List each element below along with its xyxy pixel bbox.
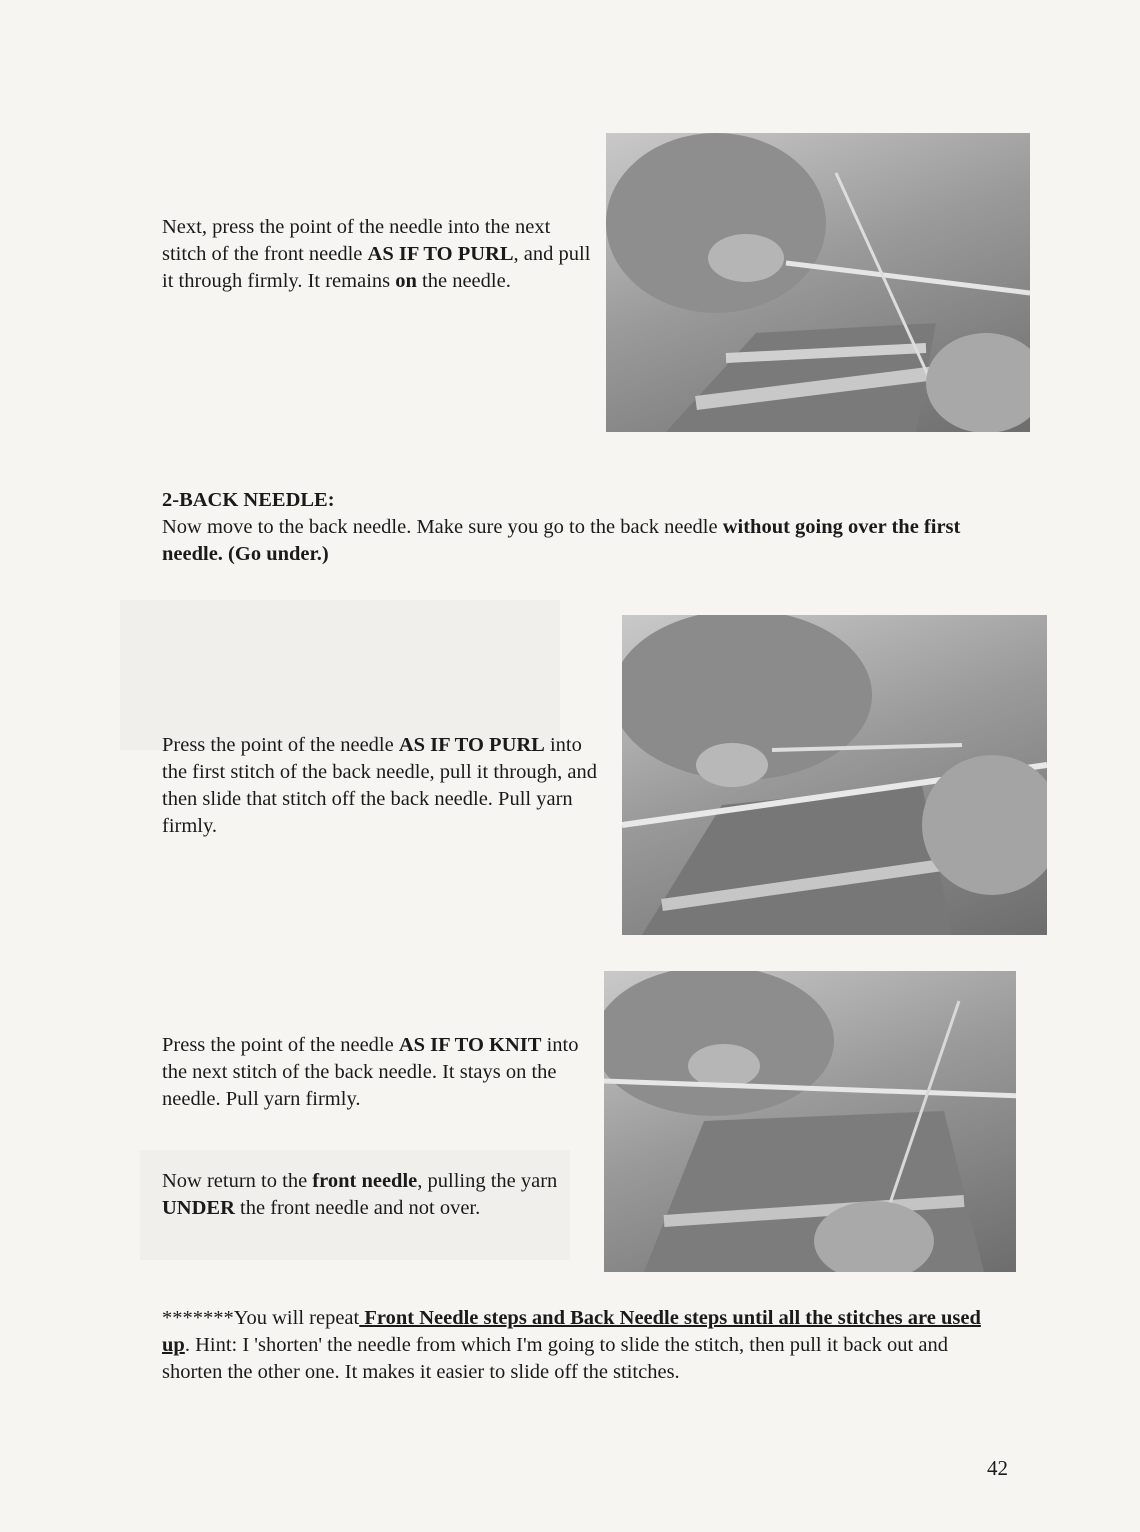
back-needle-intro: [162, 514, 1012, 568]
text: Next, press the point of the needle into the next stitch of the front needle: [162, 216, 551, 265]
bold-text: on: [395, 270, 417, 292]
bold-underlined-text: Front Needle steps and Back Needle steps until all the stitches are used up: [162, 1307, 981, 1356]
photo-front-needle-purl: [606, 133, 1030, 432]
bold-text: AS IF TO KNIT: [398, 1034, 542, 1056]
text: Now move to the back needle. Make sure you go to the back needle: [162, 516, 723, 538]
bold-text: without going over the first needle. (Go under.): [162, 516, 961, 565]
bold-text: AS IF TO PURL: [367, 243, 514, 265]
return-front-text: [162, 1168, 592, 1222]
bold-text: UNDER: [162, 1197, 235, 1219]
photo-back-needle-knit: [604, 971, 1016, 1272]
text: , and pull it through firmly. It remains: [162, 243, 591, 292]
bold-text: AS IF TO PURL: [398, 734, 545, 756]
bold-text: front needle: [312, 1170, 418, 1192]
photo-back-needle-purl: [622, 615, 1047, 935]
repeat-note: [162, 1305, 1012, 1386]
step-front-purl-text: [162, 214, 592, 295]
bleed-through: [120, 600, 560, 750]
text: Now return to the: [162, 1170, 313, 1192]
step-back-purl-text: [162, 732, 602, 840]
back-needle-heading: [162, 487, 335, 514]
text: into the first stitch of the back needle, pull it through, and then slide that stitch off the back needle. Pull yarn firmly.: [162, 734, 597, 837]
text: the needle.: [416, 270, 511, 292]
section-heading: 2-BACK NEEDLE:: [162, 489, 335, 511]
text: into the next stitch of the back needle. It stays on the needle. Pull yarn firmly.: [162, 1034, 579, 1110]
text: the front needle and not over.: [234, 1197, 481, 1219]
text: . Hint: I 'shorten' the needle from which I'm going to slide the stitch, then pull it back out and shorten the other one. It makes it easier to slide off the stitches.: [162, 1334, 948, 1383]
text: Press the point of the needle: [162, 1034, 399, 1056]
text: Press the point of the needle: [162, 734, 399, 756]
page-number: 42: [987, 1456, 1008, 1480]
text: , pulling the yarn: [417, 1170, 558, 1192]
text: *******You will repeat: [162, 1307, 360, 1329]
step-back-knit-text: [162, 1032, 582, 1113]
